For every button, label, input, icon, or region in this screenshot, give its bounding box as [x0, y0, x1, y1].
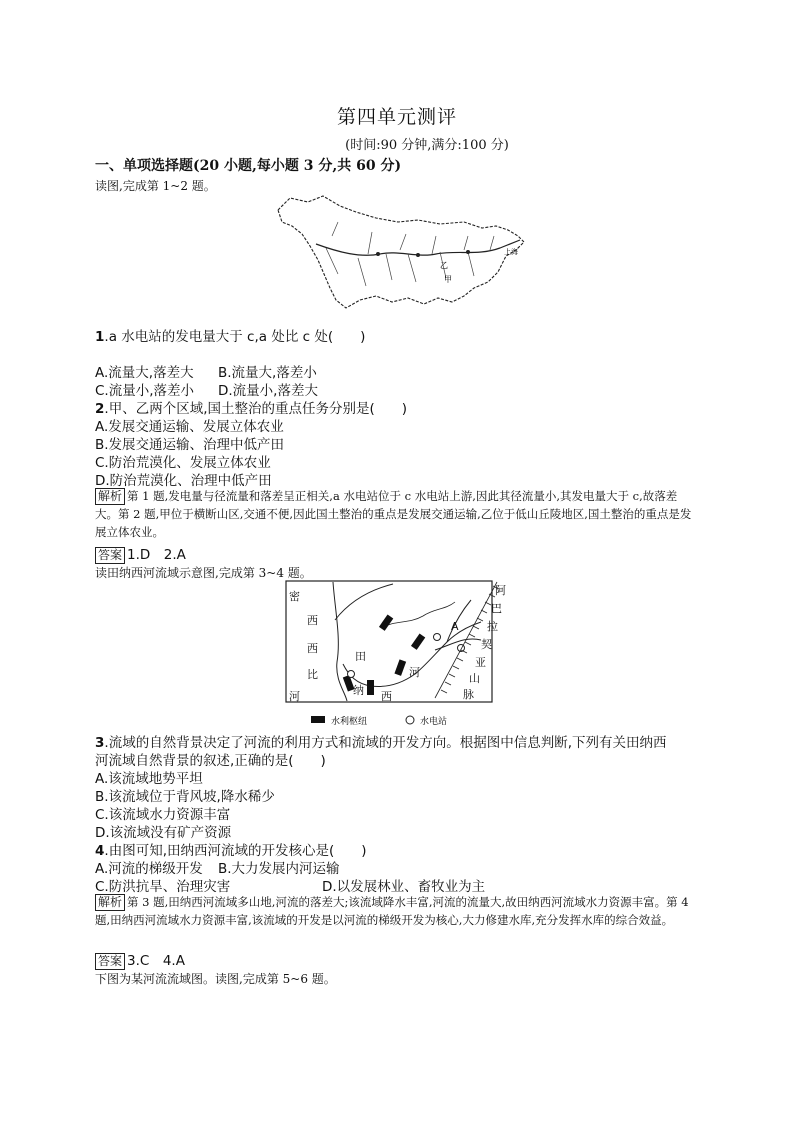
tennessee-basin-map [285, 580, 517, 730]
q1-option-c: C.流量小,落差小 [95, 383, 195, 399]
map1-label-shanghai: 上海 [504, 248, 518, 256]
question-4-stem: 4.由图可知,田纳西河流域的开发核心是( ) [95, 843, 367, 859]
answer-1-2: 答案 1.D 2.A [95, 543, 186, 564]
map2-label-xi2: 西 [307, 642, 318, 655]
map2-label-ba: 巴 [491, 602, 502, 615]
q1-option-a: A.流量大,落差大 [95, 365, 194, 381]
q4-option-c: C.防洪抗旱、治理灾害 [95, 879, 231, 895]
map2-label-a2: 阿 [495, 584, 506, 597]
intro-q5-6: 下图为某河流流域图。读图,完成第 5~6 题。 [95, 972, 336, 986]
question-1-stem: 1.a 水电站的发电量大于 c,a 处比 c 处( ) [95, 329, 366, 345]
map2-label-mai: 脉 [463, 688, 474, 701]
q2-option-a: A.发展交通运输、发展立体农业 [95, 419, 284, 435]
answer-3-4: 答案 3.C 4.A [95, 949, 185, 970]
q2-option-c: C.防治荒漠化、发展立体农业 [95, 455, 271, 471]
q4-option-a: A.河流的梯级开发 [95, 861, 203, 877]
station-3 [348, 671, 355, 678]
explanation-1-2: 解析 第 1 题,发电量与径流量和落差呈正相关,a 水电站位于 c 水电站上游,因此其径流量小,其发电量大于 c,故落差大。第 2 题,甲位于横断山区,交通不便,因此国土整治的重点是发展交通运输,乙位于低山丘陵地区,国土整治的重点是发展立体农业。 [95, 489, 692, 539]
map2-label-mi: 密 [289, 590, 300, 603]
answer-tag: 答案 [95, 953, 125, 970]
question-3-stem-line2: 河流域自然背景的叙述,正确的是( ) [95, 753, 326, 769]
map2-label-xi3: 西 [381, 690, 392, 703]
q3-option-b: B.该流域位于背风坡,降水稀少 [95, 789, 275, 805]
q3-option-c: C.该流域水力资源丰富 [95, 807, 231, 823]
station-1 [434, 634, 441, 641]
map2-label-qi: 契 [481, 638, 492, 651]
question-2-stem: 2.甲、乙两个区域,国土整治的重点任务分别是( ) [95, 401, 408, 417]
map2-label-a: A [451, 620, 459, 633]
explanation-tag: 解析 [95, 488, 125, 505]
page-subtitle: (时间:90 分钟,满分:100 分) [345, 138, 509, 153]
map2-label-tian: 田 [355, 650, 366, 663]
map2-label-ya: 亚 [475, 656, 486, 669]
yangtze-basin-map [268, 192, 530, 314]
q4-option-b: B.大力发展内河运输 [218, 861, 340, 877]
map2-label-shan: 山 [469, 672, 480, 685]
answer-tag: 答案 [95, 547, 125, 564]
q2-option-d: D.防治荒漠化、治理中低产田 [95, 473, 272, 489]
map2-label-he2: 河 [409, 666, 420, 679]
section-title: 一、单项选择题(20 小题,每小题 3 分,共 60 分) [95, 158, 402, 174]
map2-label-xi1: 西 [307, 614, 318, 627]
intro-q1-2: 读图,完成第 1~2 题。 [95, 179, 216, 193]
q2-option-b: B.发展交通运输、治理中低产田 [95, 437, 285, 453]
map1-label-jia: 甲 [444, 275, 452, 284]
intro-q3-4: 读田纳西河流域示意图,完成第 3~4 题。 [95, 566, 312, 580]
explanation-3-4: 解析 第 3 题,田纳西河流域多山地,河流的落差大;该流域降水丰富,河流的流量大,故田纳西河流域水力资源丰富。第 4 题,田纳西河流域水力资源丰富,该流域的开发是以河流的梯级开发为核心,大力修建水库,充分发挥水库的综合效益。 [95, 895, 689, 927]
map2-label-na: 纳 [353, 684, 364, 697]
legend-dam-label: 水利枢纽 [331, 717, 368, 727]
q1-option-d: D.流量小,落差大 [218, 383, 318, 399]
page-title: 第四单元测评 [336, 106, 457, 128]
explanation-tag: 解析 [95, 894, 125, 911]
q3-option-d: D.该流域没有矿产资源 [95, 825, 232, 841]
map2-label-bi: 比 [307, 668, 318, 681]
legend-station-label: 水电站 [420, 717, 448, 727]
map2-label-he1: 河 [289, 690, 300, 703]
question-3-stem-line1: 3.流域的自然背景决定了河流的利用方式和流域的开发方向。根据图中信息判断,下列有关田纳西 [95, 735, 667, 751]
q3-option-a: A.该流域地势平坦 [95, 771, 203, 787]
map1-label-yi: 乙 [440, 261, 448, 270]
dam-4 [367, 680, 374, 695]
q4-option-d: D.以发展林业、畜牧业为主 [322, 879, 486, 895]
map2-label-la: 拉 [487, 620, 498, 633]
q1-option-b: B.流量大,落差小 [218, 365, 317, 381]
legend-dam-icon [311, 716, 325, 723]
legend-station-icon [406, 716, 414, 724]
